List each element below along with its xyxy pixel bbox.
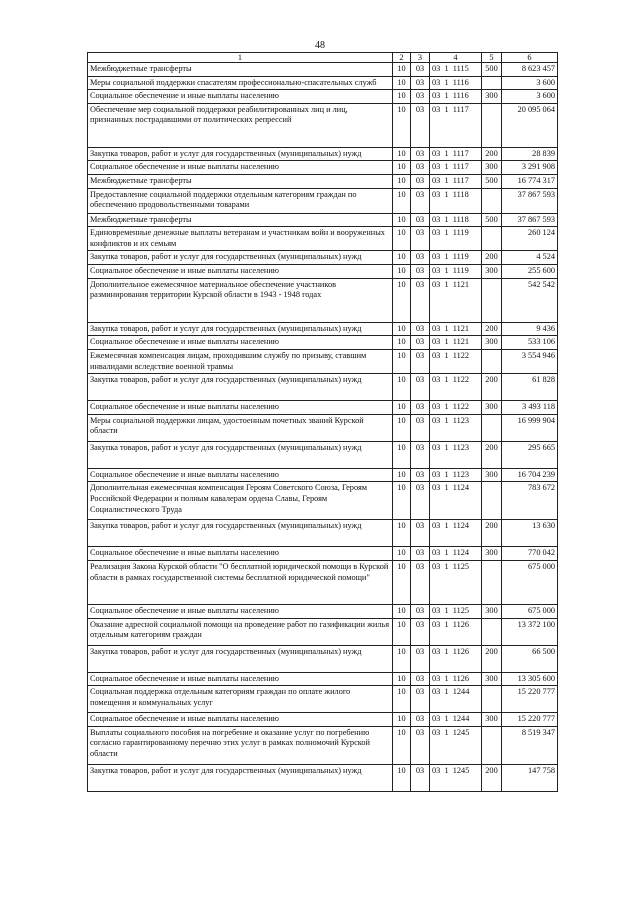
row-section-cell: 10 bbox=[393, 90, 411, 104]
row-amount-cell: 66 500 bbox=[502, 645, 558, 672]
row-section-cell: 10 bbox=[393, 349, 411, 373]
column-header-target-article: 4 bbox=[430, 53, 482, 63]
table-row bbox=[88, 103, 558, 147]
row-target-article-cell: 03 1 1123 bbox=[430, 468, 482, 482]
table-row bbox=[88, 441, 558, 468]
row-expense-type-cell: 300 bbox=[482, 401, 502, 415]
row-target-article-cell: 03 1 1117 bbox=[430, 147, 482, 161]
row-amount-cell: 4 524 bbox=[502, 251, 558, 265]
row-section-cell: 10 bbox=[393, 103, 411, 147]
budget-table bbox=[87, 52, 558, 792]
row-amount-cell: 15 220 777 bbox=[502, 686, 558, 713]
row-name-cell: Выплаты социального пособия на погребение и оказание услуг по погребению согласно гарантированному перечню этих услуг в рамках полномочий Курской области bbox=[88, 726, 393, 764]
row-section-cell: 10 bbox=[393, 76, 411, 90]
row-section-cell: 10 bbox=[393, 672, 411, 686]
row-target-article-cell: 03 1 1117 bbox=[430, 103, 482, 147]
row-target-article-cell: 03 1 1122 bbox=[430, 349, 482, 373]
table-row bbox=[88, 726, 558, 764]
row-name-cell: Закупка товаров, работ и услуг для государственных (муниципальных) нужд bbox=[88, 322, 393, 336]
row-subsection-cell: 03 bbox=[411, 374, 430, 401]
table-row bbox=[88, 547, 558, 561]
row-target-article-cell: 03 1 1124 bbox=[430, 547, 482, 561]
row-amount-cell: 16 704 239 bbox=[502, 468, 558, 482]
row-amount-cell: 675 000 bbox=[502, 560, 558, 604]
row-expense-type-cell bbox=[482, 227, 502, 251]
row-expense-type-cell: 300 bbox=[482, 468, 502, 482]
row-name-cell: Социальное обеспечение и иные выплаты населению bbox=[88, 604, 393, 618]
row-name-cell: Меры социальной поддержки лицам, удостоенным почетных званий Курской области bbox=[88, 414, 393, 441]
row-expense-type-cell: 300 bbox=[482, 90, 502, 104]
row-amount-cell: 8 623 457 bbox=[502, 63, 558, 77]
row-expense-type-cell: 500 bbox=[482, 213, 502, 227]
row-expense-type-cell bbox=[482, 349, 502, 373]
row-name-cell: Единовременные денежные выплаты ветеранам и участникам войн и вооруженных конфликтов и их семьям bbox=[88, 227, 393, 251]
row-expense-type-cell bbox=[482, 618, 502, 645]
row-section-cell: 10 bbox=[393, 764, 411, 791]
row-expense-type-cell bbox=[482, 560, 502, 604]
row-expense-type-cell: 200 bbox=[482, 251, 502, 265]
row-target-article-cell: 03 1 1125 bbox=[430, 604, 482, 618]
row-amount-cell: 3 291 908 bbox=[502, 161, 558, 175]
row-subsection-cell: 03 bbox=[411, 213, 430, 227]
row-subsection-cell: 03 bbox=[411, 322, 430, 336]
column-header-amount: 6 bbox=[502, 53, 558, 63]
row-subsection-cell: 03 bbox=[411, 336, 430, 350]
row-subsection-cell: 03 bbox=[411, 441, 430, 468]
row-section-cell: 10 bbox=[393, 251, 411, 265]
row-name-cell: Социальное обеспечение и иные выплаты населению bbox=[88, 161, 393, 175]
row-subsection-cell: 03 bbox=[411, 686, 430, 713]
row-amount-cell: 260 124 bbox=[502, 227, 558, 251]
row-expense-type-cell bbox=[482, 726, 502, 764]
row-section-cell: 10 bbox=[393, 604, 411, 618]
row-name-cell: Межбюджетные трансферты bbox=[88, 63, 393, 77]
table-row bbox=[88, 468, 558, 482]
table-row bbox=[88, 227, 558, 251]
table-row bbox=[88, 604, 558, 618]
table-row bbox=[88, 63, 558, 77]
row-amount-cell: 3 600 bbox=[502, 76, 558, 90]
row-section-cell: 10 bbox=[393, 188, 411, 213]
row-subsection-cell: 03 bbox=[411, 547, 430, 561]
row-amount-cell: 16 999 904 bbox=[502, 414, 558, 441]
row-subsection-cell: 03 bbox=[411, 161, 430, 175]
table-row bbox=[88, 618, 558, 645]
row-name-cell: Межбюджетные трансферты bbox=[88, 213, 393, 227]
column-header-subsection: 3 bbox=[411, 53, 430, 63]
row-section-cell: 10 bbox=[393, 227, 411, 251]
row-expense-type-cell bbox=[482, 686, 502, 713]
row-amount-cell: 675 000 bbox=[502, 604, 558, 618]
row-expense-type-cell: 200 bbox=[482, 645, 502, 672]
table-row bbox=[88, 374, 558, 401]
row-section-cell: 10 bbox=[393, 322, 411, 336]
row-section-cell: 10 bbox=[393, 278, 411, 322]
row-target-article-cell: 03 1 1115 bbox=[430, 63, 482, 77]
row-target-article-cell: 03 1 1123 bbox=[430, 441, 482, 468]
table-row bbox=[88, 265, 558, 279]
column-header-name: 1 bbox=[88, 53, 393, 63]
row-expense-type-cell bbox=[482, 103, 502, 147]
row-expense-type-cell: 300 bbox=[482, 161, 502, 175]
row-name-cell: Меры социальной поддержки спасателям профессионально-спасательных служб bbox=[88, 76, 393, 90]
row-target-article-cell: 03 1 1122 bbox=[430, 401, 482, 415]
row-section-cell: 10 bbox=[393, 520, 411, 547]
row-subsection-cell: 03 bbox=[411, 520, 430, 547]
row-subsection-cell: 03 bbox=[411, 63, 430, 77]
row-section-cell: 10 bbox=[393, 468, 411, 482]
row-section-cell: 10 bbox=[393, 560, 411, 604]
row-amount-cell: 255 600 bbox=[502, 265, 558, 279]
row-target-article-cell: 03 1 1118 bbox=[430, 188, 482, 213]
row-expense-type-cell: 300 bbox=[482, 604, 502, 618]
row-subsection-cell: 03 bbox=[411, 278, 430, 322]
row-amount-cell: 3 554 946 bbox=[502, 349, 558, 373]
row-target-article-cell: 03 1 1121 bbox=[430, 336, 482, 350]
row-expense-type-cell bbox=[482, 188, 502, 213]
row-subsection-cell: 03 bbox=[411, 482, 430, 520]
row-expense-type-cell: 300 bbox=[482, 336, 502, 350]
row-target-article-cell: 03 1 1245 bbox=[430, 764, 482, 791]
table-row bbox=[88, 336, 558, 350]
table-row bbox=[88, 175, 558, 189]
row-name-cell: Закупка товаров, работ и услуг для государственных (муниципальных) нужд bbox=[88, 441, 393, 468]
row-amount-cell: 37 867 593 bbox=[502, 213, 558, 227]
row-subsection-cell: 03 bbox=[411, 414, 430, 441]
table-row bbox=[88, 482, 558, 520]
row-name-cell: Закупка товаров, работ и услуг для государственных (муниципальных) нужд bbox=[88, 374, 393, 401]
row-section-cell: 10 bbox=[393, 547, 411, 561]
row-name-cell: Социальная поддержка отдельным категориям граждан по оплате жилого помещения и коммунальных услуг bbox=[88, 686, 393, 713]
row-amount-cell: 13 305 600 bbox=[502, 672, 558, 686]
table-row bbox=[88, 686, 558, 713]
row-target-article-cell: 03 1 1116 bbox=[430, 76, 482, 90]
row-target-article-cell: 03 1 1119 bbox=[430, 265, 482, 279]
row-expense-type-cell bbox=[482, 414, 502, 441]
row-expense-type-cell: 200 bbox=[482, 441, 502, 468]
row-section-cell: 10 bbox=[393, 401, 411, 415]
row-subsection-cell: 03 bbox=[411, 103, 430, 147]
row-expense-type-cell bbox=[482, 278, 502, 322]
table-row bbox=[88, 764, 558, 791]
row-subsection-cell: 03 bbox=[411, 672, 430, 686]
row-amount-cell: 61 828 bbox=[502, 374, 558, 401]
row-section-cell: 10 bbox=[393, 175, 411, 189]
row-amount-cell: 28 839 bbox=[502, 147, 558, 161]
row-target-article-cell: 03 1 1244 bbox=[430, 713, 482, 727]
row-subsection-cell: 03 bbox=[411, 251, 430, 265]
table-row bbox=[88, 213, 558, 227]
row-subsection-cell: 03 bbox=[411, 90, 430, 104]
row-section-cell: 10 bbox=[393, 482, 411, 520]
table-row bbox=[88, 349, 558, 373]
row-subsection-cell: 03 bbox=[411, 349, 430, 373]
row-name-cell: Социальное обеспечение и иные выплаты населению bbox=[88, 672, 393, 686]
row-amount-cell: 13 372 100 bbox=[502, 618, 558, 645]
row-target-article-cell: 03 1 1118 bbox=[430, 213, 482, 227]
row-section-cell: 10 bbox=[393, 441, 411, 468]
row-name-cell: Социальное обеспечение и иные выплаты населению bbox=[88, 468, 393, 482]
row-target-article-cell: 03 1 1124 bbox=[430, 520, 482, 547]
row-section-cell: 10 bbox=[393, 374, 411, 401]
row-expense-type-cell: 200 bbox=[482, 520, 502, 547]
row-target-article-cell: 03 1 1126 bbox=[430, 672, 482, 686]
row-section-cell: 10 bbox=[393, 645, 411, 672]
row-name-cell: Социальное обеспечение и иные выплаты населению bbox=[88, 90, 393, 104]
row-name-cell: Социальное обеспечение и иные выплаты населению bbox=[88, 547, 393, 561]
table-row bbox=[88, 672, 558, 686]
table-row bbox=[88, 520, 558, 547]
row-amount-cell: 15 220 777 bbox=[502, 713, 558, 727]
row-name-cell: Обеспечение мер социальной поддержки реабилитированных лиц и лиц, признанных пострадавшими от политических репрессий bbox=[88, 103, 393, 147]
row-target-article-cell: 03 1 1122 bbox=[430, 374, 482, 401]
row-subsection-cell: 03 bbox=[411, 147, 430, 161]
row-section-cell: 10 bbox=[393, 414, 411, 441]
table-row bbox=[88, 401, 558, 415]
row-expense-type-cell: 500 bbox=[482, 63, 502, 77]
row-name-cell: Ежемесячная компенсация лицам, проходившим службу по призыву, ставшим инвалидами вследствие военной травмы bbox=[88, 349, 393, 373]
row-section-cell: 10 bbox=[393, 686, 411, 713]
row-subsection-cell: 03 bbox=[411, 468, 430, 482]
row-target-article-cell: 03 1 1116 bbox=[430, 90, 482, 104]
row-target-article-cell: 03 1 1123 bbox=[430, 414, 482, 441]
row-expense-type-cell: 200 bbox=[482, 374, 502, 401]
row-section-cell: 10 bbox=[393, 213, 411, 227]
row-amount-cell: 295 665 bbox=[502, 441, 558, 468]
row-name-cell: Дополнительная ежемесячная компенсация Героям Советского Союза, Героям Российской Федерации и полным кавалерам ордена Славы, Героям Социалистического Труда bbox=[88, 482, 393, 520]
row-subsection-cell: 03 bbox=[411, 713, 430, 727]
row-amount-cell: 542 542 bbox=[502, 278, 558, 322]
row-amount-cell: 533 106 bbox=[502, 336, 558, 350]
row-section-cell: 10 bbox=[393, 618, 411, 645]
row-section-cell: 10 bbox=[393, 726, 411, 764]
row-amount-cell: 13 630 bbox=[502, 520, 558, 547]
row-target-article-cell: 03 1 1245 bbox=[430, 726, 482, 764]
table-row bbox=[88, 645, 558, 672]
row-target-article-cell: 03 1 1121 bbox=[430, 278, 482, 322]
row-expense-type-cell: 300 bbox=[482, 713, 502, 727]
row-amount-cell: 3 600 bbox=[502, 90, 558, 104]
row-amount-cell: 9 436 bbox=[502, 322, 558, 336]
row-name-cell: Реализация Закона Курской области "О бесплатной юридической помощи в Курской области в рамках государственной системы бесплатной юридической помощи" bbox=[88, 560, 393, 604]
row-expense-type-cell: 300 bbox=[482, 672, 502, 686]
row-name-cell: Межбюджетные трансферты bbox=[88, 175, 393, 189]
row-expense-type-cell: 300 bbox=[482, 265, 502, 279]
row-expense-type-cell: 500 bbox=[482, 175, 502, 189]
row-section-cell: 10 bbox=[393, 713, 411, 727]
row-expense-type-cell: 200 bbox=[482, 322, 502, 336]
row-target-article-cell: 03 1 1125 bbox=[430, 560, 482, 604]
row-subsection-cell: 03 bbox=[411, 645, 430, 672]
table-header-row bbox=[88, 53, 558, 63]
row-name-cell: Социальное обеспечение и иные выплаты населению bbox=[88, 336, 393, 350]
row-name-cell: Оказание адресной социальной помощи на проведение работ по газификации жилья отдельным категориям граждан bbox=[88, 618, 393, 645]
row-name-cell: Социальное обеспечение и иные выплаты населению bbox=[88, 265, 393, 279]
row-section-cell: 10 bbox=[393, 336, 411, 350]
row-target-article-cell: 03 1 1126 bbox=[430, 618, 482, 645]
row-subsection-cell: 03 bbox=[411, 764, 430, 791]
row-section-cell: 10 bbox=[393, 147, 411, 161]
row-name-cell: Закупка товаров, работ и услуг для государственных (муниципальных) нужд bbox=[88, 147, 393, 161]
row-name-cell: Закупка товаров, работ и услуг для государственных (муниципальных) нужд bbox=[88, 520, 393, 547]
row-target-article-cell: 03 1 1117 bbox=[430, 175, 482, 189]
row-amount-cell: 8 519 347 bbox=[502, 726, 558, 764]
row-amount-cell: 37 867 593 bbox=[502, 188, 558, 213]
table-row bbox=[88, 147, 558, 161]
table-row bbox=[88, 414, 558, 441]
table-row bbox=[88, 278, 558, 322]
table-row bbox=[88, 251, 558, 265]
row-section-cell: 10 bbox=[393, 265, 411, 279]
table-row bbox=[88, 322, 558, 336]
row-subsection-cell: 03 bbox=[411, 265, 430, 279]
row-subsection-cell: 03 bbox=[411, 560, 430, 604]
row-subsection-cell: 03 bbox=[411, 604, 430, 618]
row-target-article-cell: 03 1 1117 bbox=[430, 161, 482, 175]
row-subsection-cell: 03 bbox=[411, 401, 430, 415]
page-number: 48 bbox=[315, 40, 325, 51]
row-amount-cell: 3 493 118 bbox=[502, 401, 558, 415]
row-name-cell: Закупка товаров, работ и услуг для государственных (муниципальных) нужд bbox=[88, 764, 393, 791]
row-subsection-cell: 03 bbox=[411, 175, 430, 189]
row-section-cell: 10 bbox=[393, 63, 411, 77]
row-subsection-cell: 03 bbox=[411, 188, 430, 213]
row-target-article-cell: 03 1 1119 bbox=[430, 227, 482, 251]
table-row bbox=[88, 90, 558, 104]
row-target-article-cell: 03 1 1121 bbox=[430, 322, 482, 336]
row-amount-cell: 783 672 bbox=[502, 482, 558, 520]
row-expense-type-cell bbox=[482, 76, 502, 90]
row-expense-type-cell: 200 bbox=[482, 147, 502, 161]
row-name-cell: Дополнительное ежемесячное материальное обеспечение участников разминирования территории Курской области в 1943 - 1948 годах bbox=[88, 278, 393, 322]
table-row bbox=[88, 76, 558, 90]
row-subsection-cell: 03 bbox=[411, 227, 430, 251]
row-name-cell: Социальное обеспечение и иные выплаты населению bbox=[88, 713, 393, 727]
row-subsection-cell: 03 bbox=[411, 726, 430, 764]
row-section-cell: 10 bbox=[393, 161, 411, 175]
row-expense-type-cell: 300 bbox=[482, 547, 502, 561]
table-row bbox=[88, 161, 558, 175]
row-target-article-cell: 03 1 1124 bbox=[430, 482, 482, 520]
row-subsection-cell: 03 bbox=[411, 618, 430, 645]
column-header-section: 2 bbox=[393, 53, 411, 63]
table-row bbox=[88, 188, 558, 213]
row-amount-cell: 16 774 317 bbox=[502, 175, 558, 189]
row-target-article-cell: 03 1 1126 bbox=[430, 645, 482, 672]
row-name-cell: Закупка товаров, работ и услуг для государственных (муниципальных) нужд bbox=[88, 645, 393, 672]
row-target-article-cell: 03 1 1119 bbox=[430, 251, 482, 265]
row-subsection-cell: 03 bbox=[411, 76, 430, 90]
row-name-cell: Закупка товаров, работ и услуг для государственных (муниципальных) нужд bbox=[88, 251, 393, 265]
row-amount-cell: 147 758 bbox=[502, 764, 558, 791]
row-expense-type-cell: 200 bbox=[482, 764, 502, 791]
row-amount-cell: 20 095 064 bbox=[502, 103, 558, 147]
row-name-cell: Социальное обеспечение и иные выплаты населению bbox=[88, 401, 393, 415]
row-amount-cell: 770 042 bbox=[502, 547, 558, 561]
column-header-expense-type: 5 bbox=[482, 53, 502, 63]
row-name-cell: Предоставление социальной поддержки отдельным категориям граждан по обеспечению продовольственными товарами bbox=[88, 188, 393, 213]
table-row bbox=[88, 560, 558, 604]
row-target-article-cell: 03 1 1244 bbox=[430, 686, 482, 713]
table-row bbox=[88, 713, 558, 727]
row-expense-type-cell bbox=[482, 482, 502, 520]
